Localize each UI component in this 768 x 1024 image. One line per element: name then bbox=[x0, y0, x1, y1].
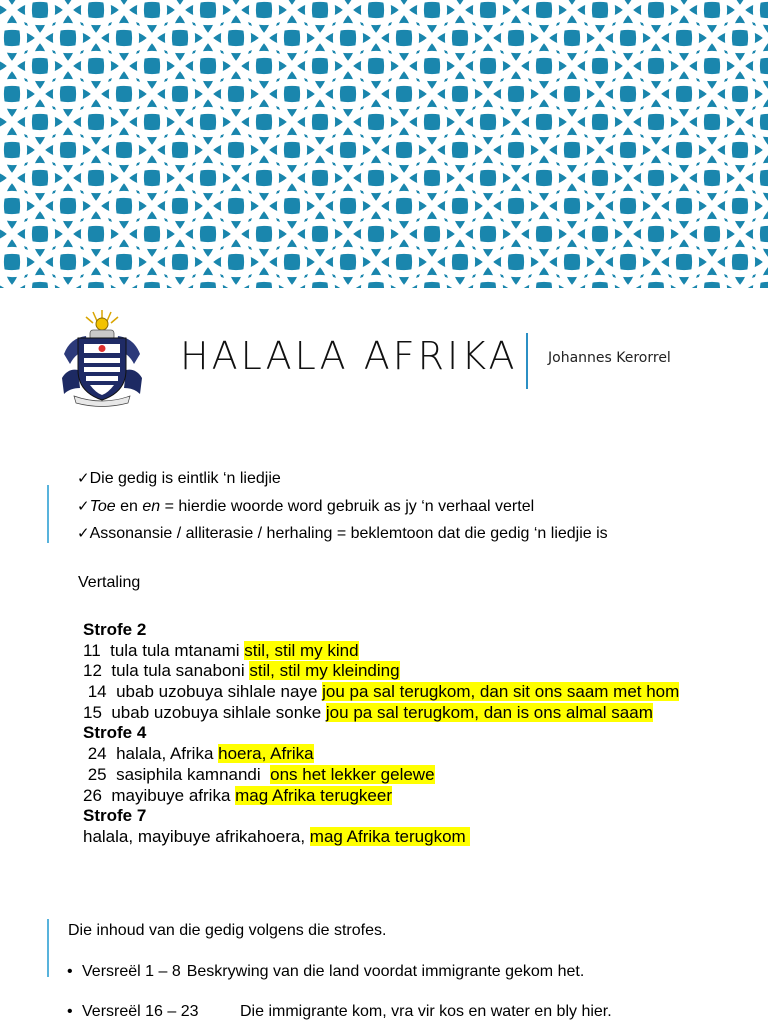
poem-line bbox=[83, 661, 679, 682]
note-text: en bbox=[115, 497, 143, 515]
bullet-item bbox=[67, 1003, 612, 1021]
original-text: Strofe 4 bbox=[83, 723, 147, 743]
original-text: 11 tula tula mtanami bbox=[83, 640, 245, 660]
accent-bar-content bbox=[47, 919, 49, 977]
highlighted-translation: ons het lekker gelewe bbox=[270, 764, 435, 784]
note-text: Die gedig is eintlik ‘n liedjie bbox=[89, 470, 281, 487]
original-text: 15 ubab uzobuya sihlale sonke bbox=[83, 702, 326, 722]
note-text: Toe bbox=[89, 497, 116, 515]
checkmark-icon: ✓ bbox=[77, 469, 90, 487]
original-text: 24 halala, Afrika bbox=[83, 744, 219, 764]
bullet-icon: • bbox=[67, 1003, 73, 1020]
highlighted-translation: hoera, Afrika bbox=[218, 744, 314, 764]
original-text: Strofe 7 bbox=[83, 806, 147, 826]
highlighted-translation: stil, stil my kleinding bbox=[249, 661, 400, 681]
highlighted-translation: jou pa sal terugkom, dan is ons almal saam bbox=[325, 702, 653, 722]
decorative-banner bbox=[0, 0, 768, 288]
original-text: halala, mayibuye afrikahoera, bbox=[83, 826, 310, 846]
highlighted-translation: jou pa sal terugkom, dan sit ons saam met hom bbox=[322, 682, 680, 702]
stanza-heading bbox=[83, 806, 679, 827]
original-text: 12 tula tula sanaboni bbox=[83, 661, 250, 681]
accent-bar-notes bbox=[47, 485, 49, 543]
bullet-label: Versreël 1 – 8 bbox=[82, 963, 181, 980]
bullet-icon: • bbox=[67, 963, 73, 980]
stanza-heading bbox=[83, 723, 679, 744]
bullet-text: Die immigrante kom, vra vir kos en water en bly hier. bbox=[240, 1003, 612, 1020]
checkmark-icon: ✓ bbox=[77, 496, 90, 515]
stanza-heading bbox=[83, 620, 679, 641]
bullet-label: Versreël 16 – 23 bbox=[82, 1003, 199, 1020]
note-item bbox=[77, 520, 608, 548]
poem-line bbox=[83, 744, 679, 765]
note-text: en bbox=[142, 497, 161, 515]
note-item bbox=[77, 493, 608, 521]
content-intro: Die inhoud van die gedig volgens die strofes. bbox=[68, 922, 387, 939]
poem-line bbox=[83, 786, 679, 807]
translation-label: Vertaling bbox=[78, 574, 141, 591]
original-text: 14 ubab uzobuya sihlale naye bbox=[83, 682, 323, 702]
poem-line bbox=[83, 703, 679, 724]
poem-line bbox=[83, 827, 679, 848]
note-item bbox=[77, 465, 608, 493]
highlighted-translation: mag Afrika terugkom bbox=[309, 826, 471, 846]
poem-line bbox=[83, 765, 679, 786]
original-text: Strofe 2 bbox=[83, 620, 147, 639]
original-text: 25 sasiphila kamnandi bbox=[83, 764, 271, 784]
poem-translation-block bbox=[83, 620, 679, 848]
highlighted-translation: mag Afrika terugkeer bbox=[235, 785, 392, 805]
original-text: 26 mayibuye afrika bbox=[83, 785, 236, 805]
author-subtitle: Johannes Kerorrel bbox=[548, 350, 671, 366]
poem-line bbox=[83, 641, 679, 662]
note-text: Assonansie / alliterasie / herhaling = beklemtoon dat die gedig ‘n liedjie is bbox=[89, 525, 608, 542]
title-divider bbox=[526, 333, 528, 389]
checkmark-icon: ✓ bbox=[77, 524, 90, 542]
notes-list bbox=[77, 465, 608, 548]
highlighted-translation: stil, stil my kind bbox=[244, 640, 359, 660]
note-text: = hierdie woorde word gebruik as jy ‘n verhaal vertel bbox=[160, 497, 535, 515]
slide-title: HALALA AFRIKA bbox=[180, 334, 518, 378]
school-crest-icon bbox=[60, 308, 144, 408]
poem-line bbox=[83, 682, 679, 703]
bullet-item bbox=[67, 963, 584, 981]
bullet-text: Beskrywing van die land voordat immigrante gekom het. bbox=[186, 963, 585, 980]
